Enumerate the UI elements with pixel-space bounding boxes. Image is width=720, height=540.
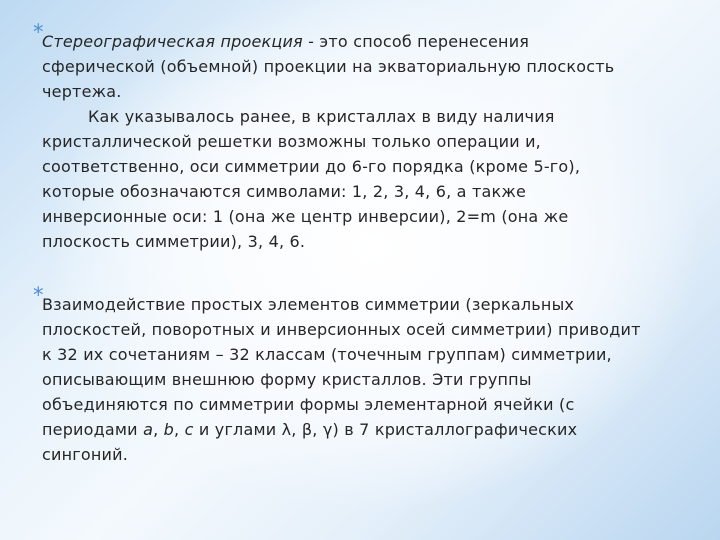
text-line: соответственно, оси симметрии до 6-го порядка (кроме 5-го), — [42, 157, 581, 176]
text-line: сингоний. — [42, 445, 128, 464]
paragraph-stereographic-projection — [42, 29, 692, 254]
period-a: a — [143, 420, 154, 439]
text-line: кристаллической решетки возможны только операции и, — [42, 132, 541, 151]
text-line: Как указывалось ранее, в кристаллах в виду наличия — [88, 107, 555, 126]
separator: , — [174, 420, 185, 439]
text-line: объединяются по симметрии формы элементарной ячейки (с — [42, 395, 575, 414]
text-line — [42, 29, 692, 54]
text-fragment: периодами — [42, 420, 144, 439]
text-line: описывающим внешнюю форму кристаллов. Эти группы — [42, 370, 532, 389]
bullet-asterisk-1: * — [33, 20, 44, 44]
text-line: сферической (объемной) проекции на экваториальную плоскость — [42, 57, 615, 76]
text-line: которые обозначаются символами: 1, 2, 3, 4, 6, а также — [42, 182, 527, 201]
period-b: b — [163, 420, 175, 439]
text-line: плоскостей, поворотных и инверсионных осей симметрии) приводит — [42, 320, 641, 339]
term-stereographic-projection: Стереографическая проекция — [42, 32, 303, 51]
text-line: плоскость симметрии), 3, 4, 6. — [42, 232, 306, 251]
paragraph-symmetry-classes — [42, 292, 692, 467]
text-fragment: и углами λ, β, γ) в 7 кристаллографических — [193, 420, 578, 439]
text-line: к 32 их сочетаниям – 32 классам (точечным группам) симметрии, — [42, 345, 612, 364]
text-line: инверсионные оси: 1 (она же центр инверсии), 2=m (она же — [42, 207, 569, 226]
separator: , — [153, 420, 164, 439]
bullet-asterisk-2: * — [33, 283, 44, 307]
text-line: Взаимодействие простых элементов симметрии (зеркальных — [42, 295, 575, 314]
definition-text: - это способ перенесения — [302, 32, 530, 51]
text-line: чертежа. — [42, 82, 122, 101]
period-c: c — [184, 420, 194, 439]
text-line — [42, 417, 692, 442]
